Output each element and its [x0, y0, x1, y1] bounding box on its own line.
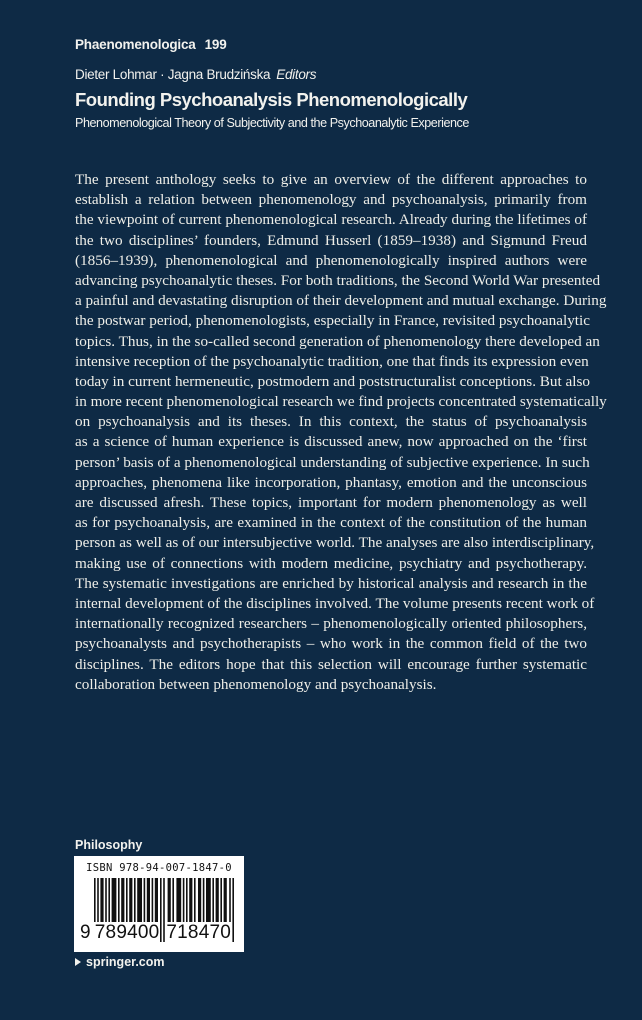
isbn-barcode — [74, 856, 244, 952]
ean-group-2: 718470 — [166, 922, 231, 943]
blurb-line: intensive reception of the psychoanalytic tradition, one that finds its expression even — [75, 352, 589, 370]
blurb-text — [75, 170, 607, 695]
blurb-line: are discussed afresh. These topics, important for modern phenomenology as well — [75, 494, 587, 511]
blurb-line: the postwar period, phenomenologists, especially in France, revisited psychoanalytic — [75, 312, 590, 330]
ean-number — [80, 922, 232, 944]
editors-role: Editors — [276, 67, 317, 82]
blurb-line: (1856–1939), phenomenological and phenomenologically inspired authors were — [75, 251, 587, 269]
blurb-line: in more recent phenomenological research we find projects concentrated systematically — [75, 393, 607, 411]
blurb-line: the two disciplines’ founders, Edmund Husserl (1859–1938) and Sigmund Freud — [75, 231, 587, 249]
blurb-line: approaches, phenomena like incorporation, phantasy, emotion and the unconscious — [75, 473, 587, 491]
blurb-line: collaboration between phenomenology and psychoanalysis. — [75, 675, 437, 693]
blurb-line: person’ basis of a phenomenological understanding of subjective experience. In such — [75, 453, 590, 471]
blurb-line: disciplines. The editors hope that this selection will encourage further systematic — [75, 655, 587, 673]
subject-category: Philosophy — [75, 838, 143, 852]
blurb-line: psychoanalysts and psychotherapists – who work in the common field of the two — [75, 635, 587, 653]
editors-line — [75, 67, 316, 82]
blurb-line: The systematic investigations are enriched by historical analysis and research in the — [75, 574, 587, 592]
series-number: 199 — [204, 37, 227, 52]
blurb-line: internationally recognized researchers – phenomenologically oriented philosophers, — [75, 615, 587, 633]
editor-names: Dieter Lohmar · Jagna Brudzińska — [75, 67, 271, 82]
blurb-line: a painful and devastating disruption of their development and mutual exchange. During — [75, 292, 607, 310]
ean-group-1: 789400 — [94, 922, 160, 943]
triangle-right-icon — [75, 958, 81, 966]
blurb-line: advancing psychoanalytic theses. For both traditions, the Second World War presented — [75, 271, 601, 289]
series-line — [75, 37, 227, 52]
blurb-line: topics. Thus, in the so-called second generation of phenomenology there developed an — [75, 332, 600, 350]
website-label: springer.com — [86, 955, 165, 969]
series-name: Phaenomenologica — [75, 37, 196, 52]
blurb-line: today in current hermeneutic, postmodern and poststructuralist conceptions. But also — [75, 372, 590, 390]
book-subtitle: Phenomenological Theory of Subjectivity and the Psychoanalytic Experience — [75, 116, 469, 130]
website-link[interactable] — [75, 955, 165, 969]
ean-lead-digit: 9 — [80, 922, 91, 943]
blurb-line: The present anthology seeks to give an overview of the different approaches to — [75, 171, 587, 188]
book-title: Founding Psychoanalysis Phenomenologically — [75, 89, 468, 110]
blurb-line: making use of connections with modern medicine, psychiatry and psychotherapy. — [75, 554, 587, 572]
blurb-line: as a science of human experience is discussed anew, now approached on the ‘first — [75, 433, 587, 451]
isbn-label: ISBN 978-94-007-1847-0 — [86, 862, 232, 874]
blurb-line: on psychoanalysis and its theses. In this context, the status of psychoanalysis — [75, 413, 587, 431]
blurb-line: person as well as of our intersubjective world. The analyses are also interdisciplinary, — [75, 534, 595, 552]
blurb-line: internal development of the disciplines involved. The volume presents recent work of — [75, 594, 595, 612]
blurb-line: as for psychoanalysis, are examined in the context of the constitution of the human — [75, 514, 587, 532]
blurb-line: the viewpoint of current phenomenological research. Already during the lifetimes of — [75, 211, 587, 229]
blurb-line: establish a relation between phenomenology and psychoanalysis, primarily from — [75, 191, 587, 209]
